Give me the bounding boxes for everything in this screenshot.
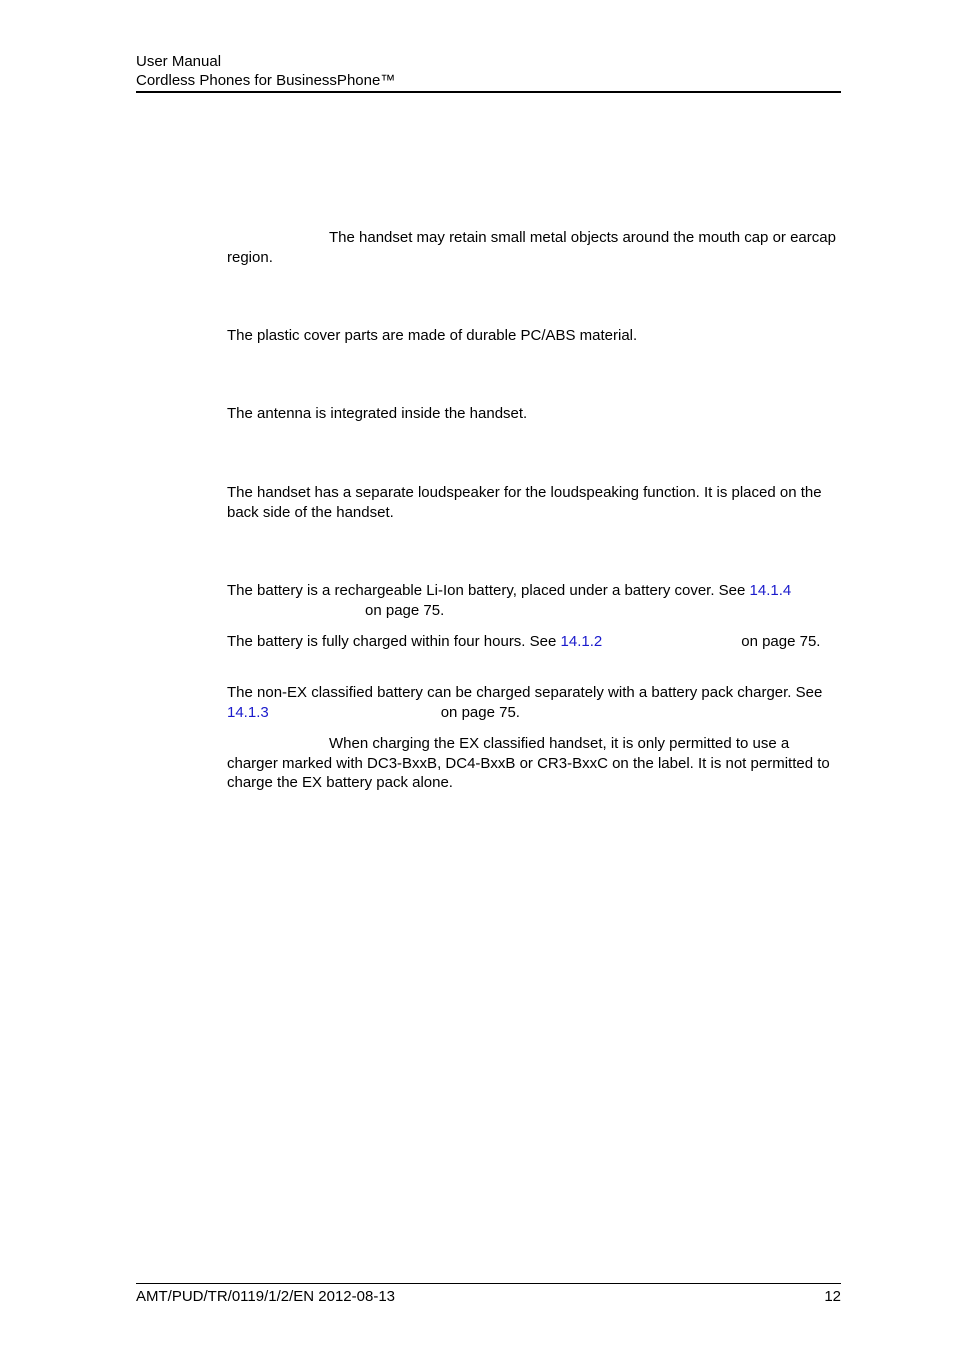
- paragraph-loudspeaker: The handset has a separate loudspeaker for the loudspeaking function. It is placed on the back side of the handset.: [227, 484, 822, 521]
- ex-charging-text: When charging the EX classified handset, it is only permitted to use a charger marked with DC3-BxxB, DC4-BxxB or CR3-BxxC on the label. It is not permitted to charge the EX battery pack alone.: [227, 735, 830, 791]
- pack-charger-text: The non-EX classified battery can be charged separately with a battery pack charger. See: [227, 684, 823, 701]
- page-number: 12: [824, 1288, 841, 1305]
- battery-cover-page-ref: on page 75.: [365, 601, 445, 619]
- document-id: AMT/PUD/TR/0119/1/2/EN 2012-08-13: [136, 1288, 396, 1305]
- battery-cover-text: The battery is a rechargeable Li-Ion battery, placed under a battery cover. See: [227, 582, 750, 599]
- metal-objects-text: The handset may retain small metal objects around the mouth cap or earcap region.: [227, 229, 836, 266]
- charging-time-page-ref: on page 75.: [741, 633, 821, 650]
- header-subtitle: Cordless Phones for BusinessPhone™: [136, 72, 396, 89]
- page-header: [136, 52, 841, 93]
- paragraph-plastic-cover: The plastic cover parts are made of durable PC/ABS material.: [227, 327, 638, 344]
- charging-time-text: The battery is fully charged within four hours. See: [227, 633, 561, 650]
- paragraph-battery-cover: [227, 581, 842, 620]
- paragraph-ex-charging-note: [227, 734, 842, 793]
- paragraph-antenna: The antenna is integrated inside the handset.: [227, 405, 528, 422]
- header-title: User Manual: [136, 53, 222, 70]
- link-section-14-1-4[interactable]: 14.1.4: [749, 582, 792, 599]
- pack-charger-page-ref: on page 75.: [440, 703, 520, 721]
- link-section-14-1-2[interactable]: 14.1.2: [560, 633, 603, 650]
- paragraph-battery-pack-charger: [227, 683, 842, 722]
- paragraph-metal-objects: [227, 228, 842, 267]
- page-footer: [136, 1283, 841, 1306]
- paragraph-battery-charging-time: [227, 632, 832, 652]
- link-section-14-1-3[interactable]: 14.1.3: [227, 703, 269, 721]
